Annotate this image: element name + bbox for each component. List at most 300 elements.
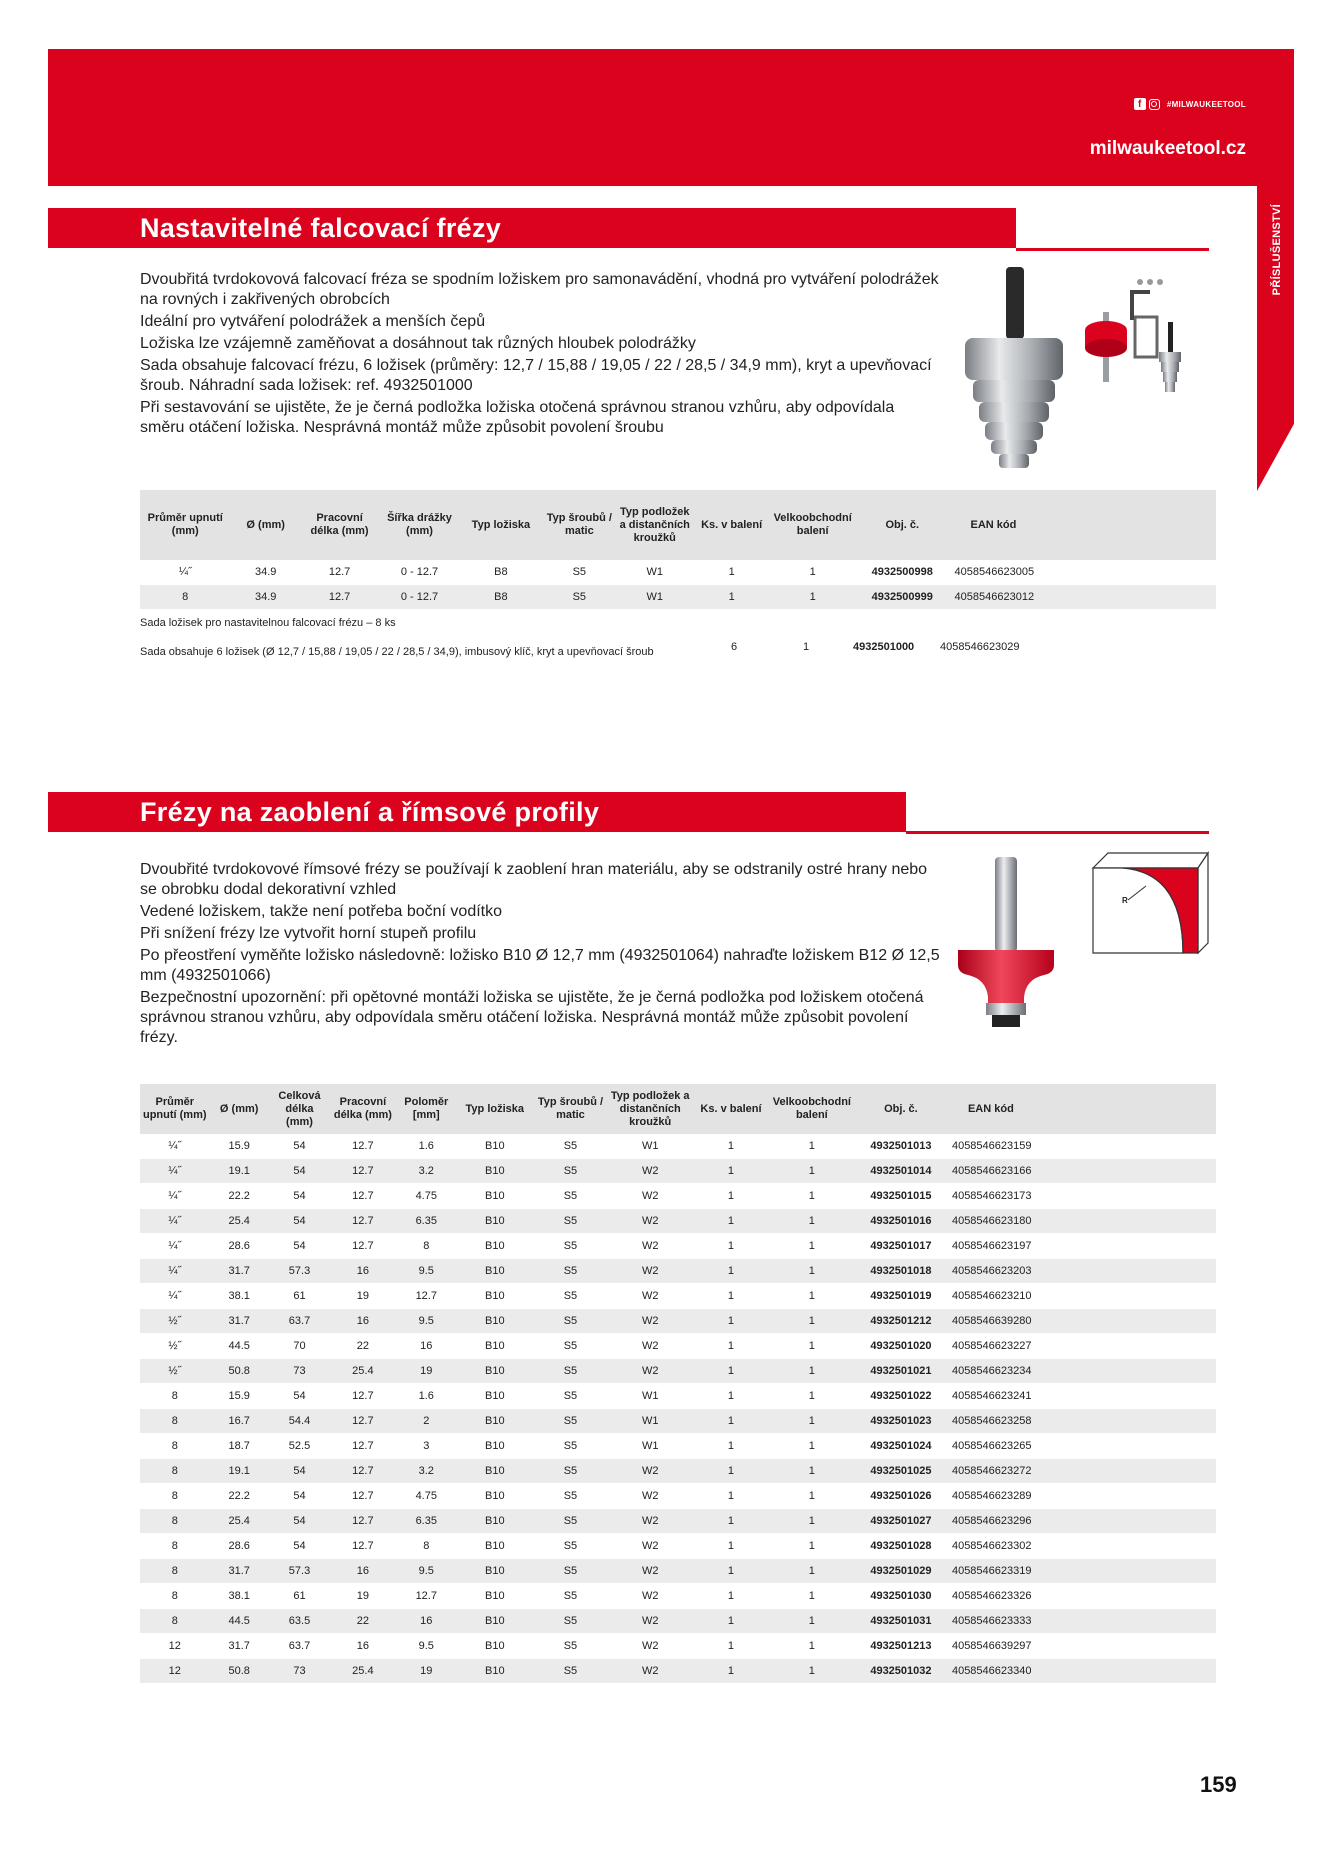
table-cell: 54 [269,1159,330,1184]
table-cell: 19 [330,1584,395,1609]
table-cell-empty [1085,560,1216,585]
col-header: Obj. č. [854,490,951,560]
table-cell: 4058546623265 [948,1434,1083,1459]
table-cell: 1 [692,1484,770,1509]
table-cell: 1 [770,1559,854,1584]
table-row [140,1284,1216,1309]
table-cell: 4932501024 [854,1434,948,1459]
table-cell-empty [1083,1584,1216,1609]
table-cell: 1 [770,1334,854,1359]
table-cell: 1 [692,1159,770,1184]
table-cell: 9.5 [396,1259,457,1284]
table-cell: 22.2 [210,1184,269,1209]
table-cell: 1 [692,1234,770,1259]
table-cell: W2 [608,1209,692,1234]
bullet: Při snížení frézy lze vytvořit horní stupeň profilu [140,925,477,942]
table-cell: 4932501030 [854,1584,948,1609]
table-cell: 1 [770,1584,854,1609]
table-cell: W2 [608,1634,692,1659]
table-cell: B10 [457,1309,533,1334]
table-cell: 4058546623203 [948,1259,1083,1284]
table-cell: S5 [533,1134,609,1159]
table-cell: 1 [692,1659,770,1684]
table-cell: B10 [457,1659,533,1684]
table-cell: 3.2 [396,1159,457,1184]
table-cell: 12.7 [330,1134,395,1159]
table-cell: W2 [608,1659,692,1684]
table-cell: 8 [140,1509,210,1534]
table-cell: ¼˝ [140,1284,210,1309]
table-cell: 8 [140,1584,210,1609]
table-cell: 25.4 [330,1659,395,1684]
table-cell: 4932501017 [854,1234,948,1259]
table-cell: 54 [269,1184,330,1209]
table-cell: 12.7 [330,1384,395,1409]
table-cell: S5 [533,1159,609,1184]
bullet: Při sestavování se ujistěte, že je černá podložka ložiska otočená správnou stranou vzhůru, aby odpovídala směru otáčení ložiska. Nesprávná montáž může způsobit povolení šroubu [140,399,895,436]
table-cell: 1 [770,1284,854,1309]
table-cell: S5 [533,1409,609,1434]
table-cell: 16 [330,1309,395,1334]
table-row [140,1334,1216,1359]
table-cell: 4932501013 [854,1134,948,1159]
table-cell: 1 [770,1234,854,1259]
table-cell: 12.7 [330,1234,395,1259]
table-cell: 4058546623289 [948,1484,1083,1509]
table-cell: 31.7 [210,1559,269,1584]
table-cell: ¼˝ [140,1184,210,1209]
table-cell: S5 [533,1384,609,1409]
table-cell: 4932501019 [854,1284,948,1309]
table-row [140,560,1216,585]
table-cell: S5 [533,1509,609,1534]
table-rabbeting-bits [140,490,1216,610]
table-cell: S5 [533,1659,609,1684]
table-cell: S5 [533,1609,609,1634]
table-cell: B10 [457,1509,533,1534]
table-cell: 31.7 [210,1634,269,1659]
table-cell: 1 [770,1209,854,1234]
table-cell-empty [1083,1534,1216,1559]
table-cell: 54 [269,1459,330,1484]
hashtag: #MILWAUKEETOOL [1166,99,1246,109]
table-cell: 4058546623258 [948,1409,1083,1434]
table-cell: W2 [608,1184,692,1209]
table-cell: 8 [140,1409,210,1434]
table-header [140,1084,1216,1134]
bearing-set-ean: 4058546623029 [940,641,1020,653]
table-cell: 4058546623197 [948,1234,1083,1259]
table-cell: 19 [330,1284,395,1309]
table-cell: B10 [457,1234,533,1259]
table-cell: S5 [533,1584,609,1609]
table-cell: 12 [140,1659,210,1684]
table-cell-empty [1083,1609,1216,1634]
table-cell: 1 [692,1609,770,1634]
bearing-set-pack: 1 [803,641,810,653]
table-cell: 4058546623296 [948,1509,1083,1534]
table-cell: 18.7 [210,1434,269,1459]
col-header: Ks. v balení [692,490,771,560]
table-cell: 54 [269,1384,330,1409]
table-cell: B10 [457,1634,533,1659]
table-cell: 4932501014 [854,1159,948,1184]
table-cell: S5 [533,1534,609,1559]
table-cell: B10 [457,1409,533,1434]
table-cell: B10 [457,1484,533,1509]
col-header: Ks. v balení [692,1084,770,1134]
col-header-empty [1085,490,1216,560]
table-cell: S5 [533,1234,609,1259]
section2-description [140,860,940,1050]
table-cell: 1 [692,1384,770,1409]
table-cell: B10 [457,1184,533,1209]
table-cell: 0 - 12.7 [378,585,460,610]
table-cell: 4058546623272 [948,1459,1083,1484]
table-cell: 3.2 [396,1459,457,1484]
table-cell: 1 [692,1459,770,1484]
table-cell: 1.6 [396,1384,457,1409]
table-cell: 50.8 [210,1659,269,1684]
table-cell: W2 [608,1359,692,1384]
section-title: Nastavitelné falcovací frézy [140,213,502,243]
table-cell: 4932501031 [854,1609,948,1634]
table-cell: 1 [692,1134,770,1159]
table-cell: ¼˝ [140,560,230,585]
table-row [140,1234,1216,1259]
table-row [140,1559,1216,1584]
table-cell: 63.7 [269,1634,330,1659]
table-cell: S5 [541,560,617,585]
col-header: Průměr upnutí (mm) [140,1084,210,1134]
table-cell: 70 [269,1334,330,1359]
table-cell: 12.7 [301,585,378,610]
table-cell: S5 [533,1284,609,1309]
table-cell: B10 [457,1359,533,1384]
table-row [140,1159,1216,1184]
col-header: Typ šroubů / matic [541,490,617,560]
page-number: 159 [1200,1772,1237,1797]
table-cell: 12.7 [396,1284,457,1309]
table-cell: 9.5 [396,1634,457,1659]
table-cell: 8 [140,1459,210,1484]
table-cell-empty [1083,1284,1216,1309]
col-header: Ø (mm) [210,1084,269,1134]
bullet: Po přeostření vyměňte ložisko následovně: ložisko B10 Ø 12,7 mm (4932501064) nahraďte ložiskem B12 Ø 12,5 mm (4932501066) [140,947,940,984]
table-cell: B8 [461,585,541,610]
table-cell: 73 [269,1659,330,1684]
instagram-icon[interactable] [1149,99,1160,110]
table-cell: ½˝ [140,1309,210,1334]
table-cell: 4058546623227 [948,1334,1083,1359]
table-cell: 4058546623173 [948,1184,1083,1209]
col-header: Typ podložek a distančních kroužků [618,490,692,560]
table-row [140,1659,1216,1684]
table-row [140,1509,1216,1534]
table-cell: 16 [330,1634,395,1659]
table-cell: 4058546623210 [948,1284,1083,1309]
table-cell: 12.7 [330,1409,395,1434]
table-cell-empty [1083,1559,1216,1584]
section-rule [906,831,1209,834]
table-cell: 61 [269,1284,330,1309]
table-cell: 1 [770,1134,854,1159]
table-cell: 50.8 [210,1359,269,1384]
table-cell: W2 [608,1159,692,1184]
table-cell: 1 [770,1459,854,1484]
table-cell: W2 [608,1259,692,1284]
bullet: Bezpečnostní upozornění: při opětovné montáži ložiska se ujistěte, že je černá podložka pod ložiskem otočená správnou stranou vzhůru, aby odpovídala směru otáčení ložiska. Nesprávná montáž může způsobit povolení frézy. [140,989,924,1046]
table-cell: 1 [770,1384,854,1409]
table-cell: S5 [533,1184,609,1209]
table-cell: 16 [396,1609,457,1634]
table-cell: 12.7 [301,560,378,585]
table-row [140,1359,1216,1384]
table-cell: 0 - 12.7 [378,560,460,585]
table-cell: B8 [461,560,541,585]
table-cell: 4932501026 [854,1484,948,1509]
table-cell: W1 [618,560,692,585]
table-cell-empty [1083,1234,1216,1259]
table-cell: 12.7 [330,1534,395,1559]
side-tab-label: PŘÍSLUŠENSTVÍ [1271,204,1283,296]
table-cell: 4932501032 [854,1659,948,1684]
col-header: Celková délka (mm) [269,1084,330,1134]
table-cell: 16.7 [210,1409,269,1434]
table-cell: W2 [608,1509,692,1534]
table-cell: B10 [457,1534,533,1559]
table-cell: S5 [533,1209,609,1234]
table-cell: 1 [770,1484,854,1509]
table-cell-empty [1083,1459,1216,1484]
table-cell: ¼˝ [140,1209,210,1234]
table-cell: B10 [457,1284,533,1309]
table-cell: 44.5 [210,1334,269,1359]
col-header-empty [1083,1084,1216,1134]
facebook-icon[interactable]: f [1134,98,1146,110]
table-cell: 1 [770,1159,854,1184]
table-cell: 31.7 [210,1309,269,1334]
table-row [140,1134,1216,1159]
table-cell-empty [1083,1409,1216,1434]
table-cell-empty [1083,1384,1216,1409]
table-cell: 4058546623012 [951,585,1086,610]
table-cell: 28.6 [210,1534,269,1559]
table-cell: 4058546623319 [948,1559,1083,1584]
table-cell: 4932501018 [854,1259,948,1284]
table-cell-empty [1083,1159,1216,1184]
table-cell: 8 [140,1609,210,1634]
table-cell: 22 [330,1334,395,1359]
table-cell: W1 [608,1409,692,1434]
table-cell: 1 [692,1409,770,1434]
table-cell: 1 [770,1184,854,1209]
table-cell: 25.4 [330,1359,395,1384]
table-cell: 38.1 [210,1284,269,1309]
table-cell: 4058546639280 [948,1309,1083,1334]
table-cell: S5 [533,1634,609,1659]
table-cell: 57.3 [269,1559,330,1584]
table-cell: 1 [770,1359,854,1384]
table-row [140,1259,1216,1284]
table-cell: 4058546623340 [948,1659,1083,1684]
table-cell: 6.35 [396,1509,457,1534]
table-cell: 4932501213 [854,1634,948,1659]
bearing-set-qty: 6 [731,641,738,653]
social-links [1134,98,1246,110]
table-cell: 54 [269,1534,330,1559]
table-cell: 8 [396,1534,457,1559]
table-cell: 54 [269,1484,330,1509]
table-cell: 19.1 [210,1159,269,1184]
table-cell: B10 [457,1434,533,1459]
table-cell: 12.7 [330,1159,395,1184]
bullet: Dvoubřité tvrdokovové římsové frézy se používají k zaoblení hran materiálu, aby se odstranily ostré hrany nebo se obrobku dodal dekorativní vzhled [140,861,928,898]
table-row [140,1409,1216,1434]
table-cell: W2 [608,1284,692,1309]
col-header: Průměr upnutí (mm) [140,490,230,560]
table-row [140,1484,1216,1509]
table-cell: W2 [608,1459,692,1484]
table-cell-empty [1083,1434,1216,1459]
table-cell: W2 [608,1484,692,1509]
table-cell: 1 [692,1584,770,1609]
table-cell: 4932501212 [854,1309,948,1334]
table-cell: 4932501016 [854,1209,948,1234]
table-cell: 34.9 [230,560,300,585]
table-cell: 1 [692,1359,770,1384]
table-cell: 1 [692,560,771,585]
table-cell: 63.5 [269,1609,330,1634]
section-rule [1016,248,1209,251]
col-header: Typ ložiska [461,490,541,560]
table-cell-empty [1085,585,1216,610]
table-cell: 8 [140,1559,210,1584]
table-cell: B10 [457,1384,533,1409]
col-header: Obj. č. [854,1084,948,1134]
col-header: Velkoobchodní balení [770,1084,854,1134]
radius-label: R [1122,896,1128,905]
table-cell-empty [1083,1659,1216,1684]
bullet: Ložiska lze vzájemně zaměňovat a dosáhnout tak různých hloubek polodrážky [140,335,696,352]
table-cell: 4058546623241 [948,1384,1083,1409]
table-cell: 9.5 [396,1559,457,1584]
table-cell: S5 [533,1309,609,1334]
bearing-set-code: 4932501000 [853,641,915,653]
table-cell: 1 [770,1634,854,1659]
col-header: Typ ložiska [457,1084,533,1134]
col-header: Pracovní délka (mm) [330,1084,395,1134]
table-cell: B10 [457,1609,533,1634]
table-cell: 1 [692,1259,770,1284]
table-cell: S5 [533,1434,609,1459]
table-cell: 73 [269,1359,330,1384]
table-cell: 1 [771,560,854,585]
table-cell: 1 [692,1634,770,1659]
table-cell: B10 [457,1209,533,1234]
table-cell: 1 [770,1309,854,1334]
col-header: EAN kód [951,490,1086,560]
table-cell: 2 [396,1409,457,1434]
table-cell: 4932501023 [854,1409,948,1434]
table-row [140,1434,1216,1459]
table-roundover-bits [140,1084,1216,1684]
table-cell: 54 [269,1234,330,1259]
table-cell: 31.7 [210,1259,269,1284]
table-cell: W2 [608,1609,692,1634]
table-cell: W2 [608,1309,692,1334]
table-cell: 38.1 [210,1584,269,1609]
roundover-profile-diagram [1088,848,1213,958]
table-cell: S5 [533,1559,609,1584]
table-cell: 1 [692,1534,770,1559]
table-cell: 1 [692,1509,770,1534]
table-cell: W1 [608,1434,692,1459]
table-cell: 4058546623234 [948,1359,1083,1384]
table-cell: ¼˝ [140,1134,210,1159]
table-row [140,1459,1216,1484]
table-cell: 1 [770,1659,854,1684]
table-cell: 4932501022 [854,1384,948,1409]
section-title: Frézy na zaoblení a římsové profily [140,797,600,827]
table-cell: 25.4 [210,1509,269,1534]
table-cell: 44.5 [210,1609,269,1634]
table-cell: 19.1 [210,1459,269,1484]
table-cell: W2 [608,1234,692,1259]
col-header: Šířka drážky (mm) [378,490,460,560]
table-cell: 22 [330,1609,395,1634]
table-cell: 1 [770,1434,854,1459]
table-cell: 8 [140,1534,210,1559]
table-cell: 4932501015 [854,1184,948,1209]
table-cell: 1 [770,1509,854,1534]
table-cell: W1 [618,585,692,610]
table-cell: ½˝ [140,1334,210,1359]
table-cell: 1 [692,1309,770,1334]
table-cell: 1 [692,1184,770,1209]
col-header: Typ podložek a distančních kroužků [608,1084,692,1134]
table-cell: 28.6 [210,1234,269,1259]
bearing-set-description: Sada obsahuje 6 ložisek (Ø 12,7 / 15,88 / 19,05 / 22 / 28,5 / 34,9), imbusový klíč, kryt a upevňovací šroub [140,646,654,658]
table-cell: W2 [608,1334,692,1359]
table-cell: 61 [269,1584,330,1609]
bullet: Sada obsahuje falcovací frézu, 6 ložisek (průměry: 12,7 / 15,88 / 19,05 / 22 / 28,5 / 34,9 mm), kryt a upevňovací šroub. Náhradní sada ložisek: ref. 4932501000 [140,357,932,394]
section1-description [140,270,940,440]
table-cell: B10 [457,1134,533,1159]
header-band [48,49,1294,186]
table-cell: B10 [457,1334,533,1359]
table-cell: W2 [608,1534,692,1559]
table-cell: W1 [608,1134,692,1159]
table-cell: B10 [457,1259,533,1284]
table-cell: 4932501021 [854,1359,948,1384]
table-cell: 4932501025 [854,1459,948,1484]
table-cell: 57.3 [269,1259,330,1284]
table-cell: W2 [608,1584,692,1609]
table-cell: 22.2 [210,1484,269,1509]
table-row [140,1634,1216,1659]
table-cell: S5 [533,1459,609,1484]
table-cell: 19 [396,1359,457,1384]
table-cell: W2 [608,1559,692,1584]
table-cell: 12.7 [330,1434,395,1459]
site-url[interactable]: milwaukeetool.cz [1089,138,1246,159]
table-cell-empty [1083,1509,1216,1534]
table-cell: 1 [692,1284,770,1309]
table-cell-empty [1083,1334,1216,1359]
table-cell: 25.4 [210,1209,269,1234]
table-row [140,1609,1216,1634]
